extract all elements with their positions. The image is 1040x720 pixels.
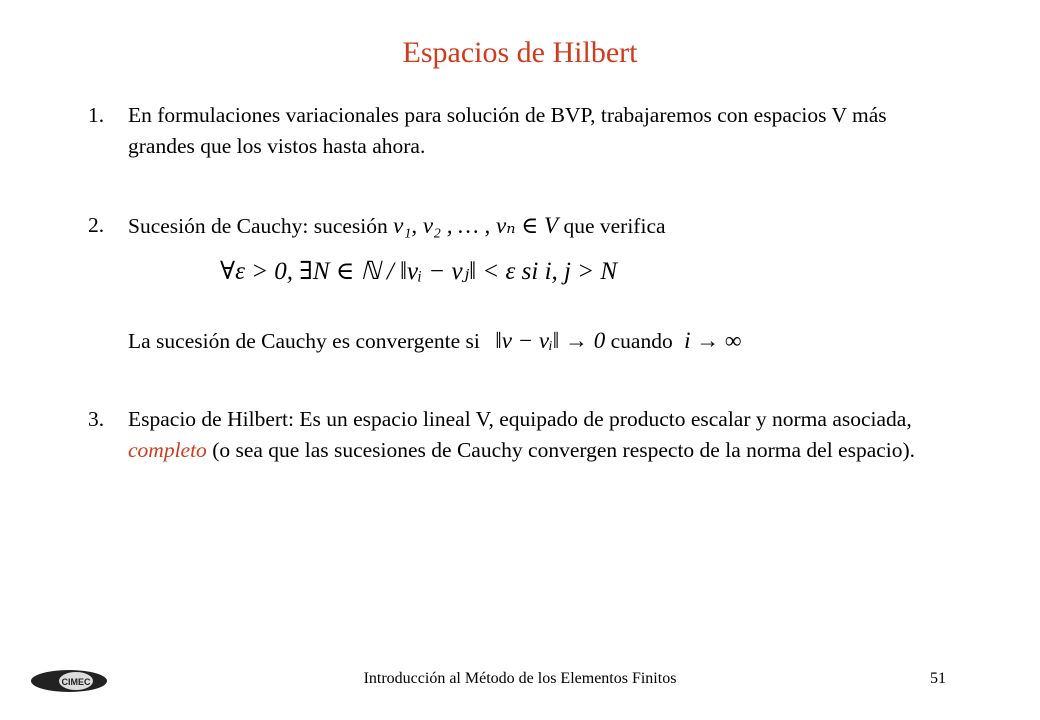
item-number: 3. bbox=[88, 407, 105, 431]
convergence-limit-formula: i → ∞ bbox=[684, 328, 742, 353]
convergence-when-text: cuando bbox=[610, 329, 673, 353]
convergence-text: La sucesión de Cauchy es convergente si bbox=[128, 329, 480, 353]
cauchy-definition-text: Sucesión de Cauchy: sucesión bbox=[128, 214, 388, 238]
page-title: Espacios de Hilbert bbox=[402, 36, 638, 69]
page-number: 51 bbox=[930, 670, 946, 687]
convergence-norm-formula: ‖v − vᵢ‖ → 0 bbox=[495, 328, 606, 353]
hilbert-definition-tail: (o sea que las sucesiones de Cauchy convergen respecto de la norma del espacio). bbox=[212, 438, 916, 462]
sequence-formula: v₁, v₂ , … , vₙ ∈ V bbox=[393, 213, 559, 238]
svg-text:CIMEC: CIMEC bbox=[61, 677, 91, 687]
cauchy-definition-tail: que verifica bbox=[563, 214, 666, 238]
footer-course-title: Introducción al Método de los Elementos Finitos bbox=[363, 670, 677, 687]
hilbert-definition-text: Espacio de Hilbert: Es un espacio lineal V, equipado de producto escalar y norma asociada, bbox=[128, 407, 912, 431]
item-number: 2. bbox=[88, 213, 105, 237]
cauchy-condition-formula: ∀ε > 0, ∃N ∈ ℕ / ‖vᵢ − vⱼ‖ < ε si i, j > N bbox=[220, 258, 618, 285]
item-text: En formulaciones variacionales para solución de BVP, trabajaremos con espacios V más grandes que los vistos hasta ahora. bbox=[128, 103, 887, 158]
item-number: 1. bbox=[88, 103, 105, 127]
highlight-complete: completo bbox=[128, 438, 207, 462]
